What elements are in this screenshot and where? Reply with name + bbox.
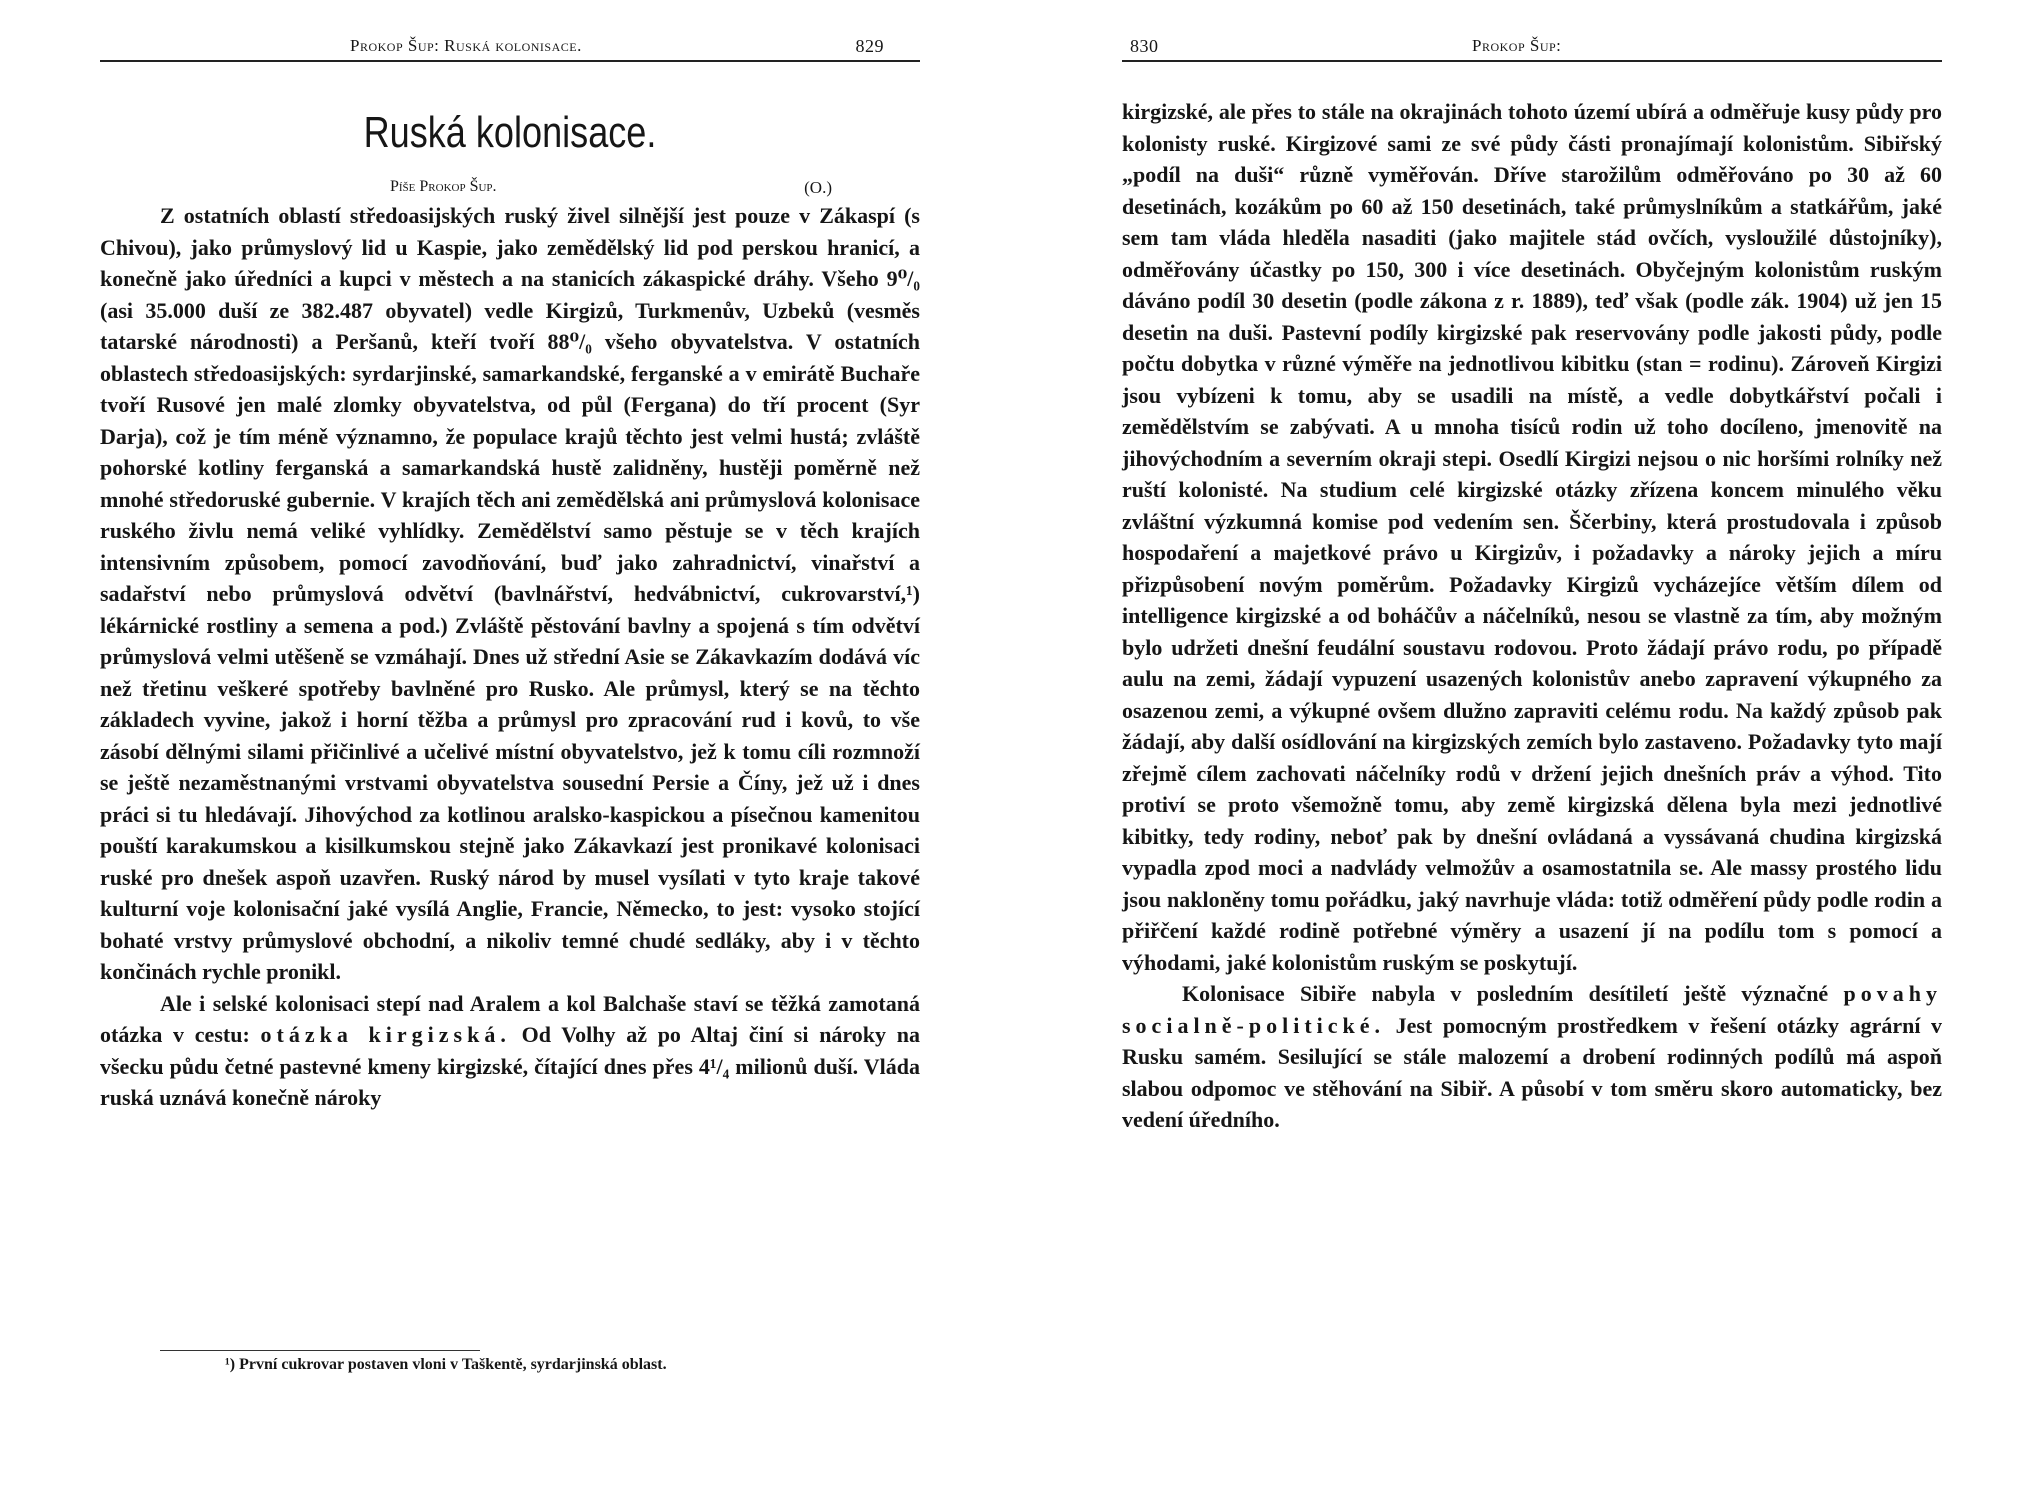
- paragraph: Z ostatních oblastí středoasijských ruský živel silnější jest pouze v Zákaspí (s Chivou), jako průmyslový lid u Kaspie, jako zemědělský lid pod perskou hranicí, a konečně jako úředníci a kupci v městech a na stanicích zákaspické dráhy. Všeho 9⁰/₀ (asi 35.000 duší ze 382.487 obyvatel) vedle Kirgizů, Turkmenův, Uzbeků (vesměs tatarské národnosti) a Peršanů, kteří tvoří 88⁰/₀ všeho obyvatelstva. V ostatních oblastech středoasijských: syrdarjinské, samarkandské, ferganské a v emirátě Buchaře tvoří Rusové jen malé zlomky obyvatelstva, od půl (Fergana) do tří procent (Syr Darja), což je tím méně významno, že populace krajů těchto jest velmi hustá; zvláště pohorské kotliny ferganská a samarkandská hustě zalidněny, hustěji poměrně než mnohé středoruské gubernie. V krajích těch ani zemědělská ani průmyslová kolonisace ruského živlu nemá veliké vyhlídky. Zemědělství samo pěstuje se v těch krajích intensivním způsobem, pomocí zavodňování, buď jako zahradnictví, vinařství a sadařství nebo průmyslová odvětví (bavlnářství, hedvábnictví, cukrovarství,¹) lékárnické rostliny a semena a pod.) Zvláště pěstování bavlny a spojená s tím odvětví průmyslová velmi utěšeně se vzmáhají. Dnes už střední Asie se Zákavkazím dodává víc než třetinu veškeré spotřeby bavlněné pro Rusko. Ale průmysl, který se na těchto základech vyvine, jakož i horní těžba a průmysl pro zpracování rud i kovů, to vše zásobí dělnými silami přičinlivé a učelivé místní obyvatelstvo, jež k tomu cíli rozmnoží se ještě nezaměstnanými vrstvami obyvatelstva sousední Persie a Číny, jež už i dnes práci si tu hledávají. Jihovýchod za kotlinou aralsko-kaspickou a písečnou kamenitou pouští karakumskou a kisilkumskou stejně jako Zákavkazí jest pronikavé kolonisaci ruské pro dnešek aspoň uzavřen. Ruský národ by musel vysílati v tyto kraje takové kulturní voje kolonisační jaké vysílá Anglie, Francie, Německo, to jest: vysoko stojící bohaté vrstvy průmyslové obchodní, a nikoliv temné chudé sedláky, aby i v těchto končinách rychle pronikl.: [100, 203, 920, 984]
- running-head: [1122, 34, 1942, 62]
- running-head-title: Prokop Šup:: [1472, 36, 1562, 55]
- paragraph: kirgizské, ale přes to stále na okrajinách tohoto území ubírá a odměřuje kusy půdy pro kolonisty ruské. Kirgizové sami ze své půdy části pronajímají kolonistům. Sibiřský „podíl na duši“ různě vyměřován. Dříve starožilům odměřováno po 30 až 60 desetinách, kozákům po 60 až 150 desetinách, také průmyslníkům a statkářům, jaké sem tam vláda hleděla nasaditi (jako majitele stád ovčích, vysloužilé důstojníky), odměřovány účastky po 150, 300 i více desetinách. Obyčejným kolonistům ruským dáváno podíl 30 desetin (podle zákona z r. 1889), teď však (podle zák. 1904) už jen 15 desetin na duši. Pastevní podíly kirgizské pak reservovány podle jakosti půdy, podle počtu dobytka v různé výměře na jednotlivou kibitku (stan = rodinu). Zároveň Kirgizi jsou vybízeni k tomu, aby se usadili na místě, a vedle dobytkářství počali i zemědělstvím se zabývati. A u mnoha tisíců rodin už toho docíleno, jmenovitě na jihovýchodním a severním okraji stepi. Osedlí Kirgizi nejsou o nic horšími rolníky než ruští kolonisté. Na studium celé kirgizské otázky zřízena koncem minulého věku zvláštní výzkumná komise pod vedením sen. Ščerbiny, která prostudovala i způsob hospodaření a majetkové právo u Kirgizův, i požadavky a nároky jejich a míru přizpůsobení novým poměrům. Požadavky Kirgizů vycházejíce větším dílem od intelligence kirgizské a od boháčův a náčelníků, nesou se vlastně za tím, aby možným bylo udržeti dnešní feudální soustavu rodovou. Proto žádají právo rodu, po případě aulu na zemi, žádají vypuzení usazených kolonistův anebo zapravení výkupného za osazenou zemi, a výkupné ovšem dlužno zapraviti celému rodu. Na každý způsob pak žádají, aby další osídlování na kirgizských zemích bylo zastaveno. Požadavky tyto mají zřejmě cílem zachovati náčelníky rodů v držení jejich dnešních práv a výhod. Tito protiví se proto všemožně tomu, aby země kirgizská dělena byla mezi jednotlivé kibitky, tedy rodiny, neboť pak by dnešní ovládaná a vyssávaná chudina kirgizská vypadla zpod moci a nadvlády velmožův a osamostatnila se. Ale massy prostého lidu jsou nakloněny tomu pořádku, jaký navrhuje vláda: totiž odměření půdy podle rodin a přiřčení každé rodině potřebné výměry a usazení jí na podílu tom s pomocí a výhodami, jaké kolonistům ruským se poskytují.: [1122, 99, 1942, 975]
- article-body: [100, 200, 920, 1114]
- left-page: [100, 0, 920, 1500]
- footnote-rule: [160, 1350, 480, 1351]
- page-number: 829: [855, 36, 884, 56]
- running-head-title: Prokop Šup: Ruská kolonisace.: [350, 36, 582, 55]
- running-head: [100, 34, 920, 62]
- article-title: Ruská kolonisace.: [363, 108, 657, 157]
- byline-mark: (O.): [804, 178, 832, 197]
- paragraph: Ale i selské kolonisaci stepí nad Aralem a kol Balchaše staví se těžká zamotaná otázka v cestu: otázka kirgizská. Od Volhy až po Altaj činí si nároky na všecku půdu četné pastevné kmeny kirgizské, čítající dnes přes 4¹/₄ milionů duší. Vláda ruská uznává konečně nároky: [100, 990, 920, 1110]
- article-body: [1122, 96, 1942, 1136]
- paragraph: Kolonisace Sibiře nabyla v posledním desítiletí ještě význačné povahy socialně-politické. Jest pomocným prostředkem v řešení otázky agrární v Rusku samém. Sesilující se stále malozemí a drobení rodinných podílů má aspoň slabou odpomoc ve stěhování na Sibiř. A působí v tom směru skoro automaticky, bez vedení úředního.: [1122, 981, 1943, 1132]
- emphasis: otázka kirgizská.: [260, 1022, 511, 1047]
- footnote: ¹) První cukrovar postaven vloni v Taškentě, syrdarjinská oblast.: [225, 1356, 667, 1373]
- byline: Píše Prokop Šup.: [390, 178, 497, 195]
- emphasis: povahy socialně-politické.: [1122, 981, 1943, 1038]
- page-number: 830: [1130, 36, 1159, 56]
- right-page: [1122, 0, 1942, 1500]
